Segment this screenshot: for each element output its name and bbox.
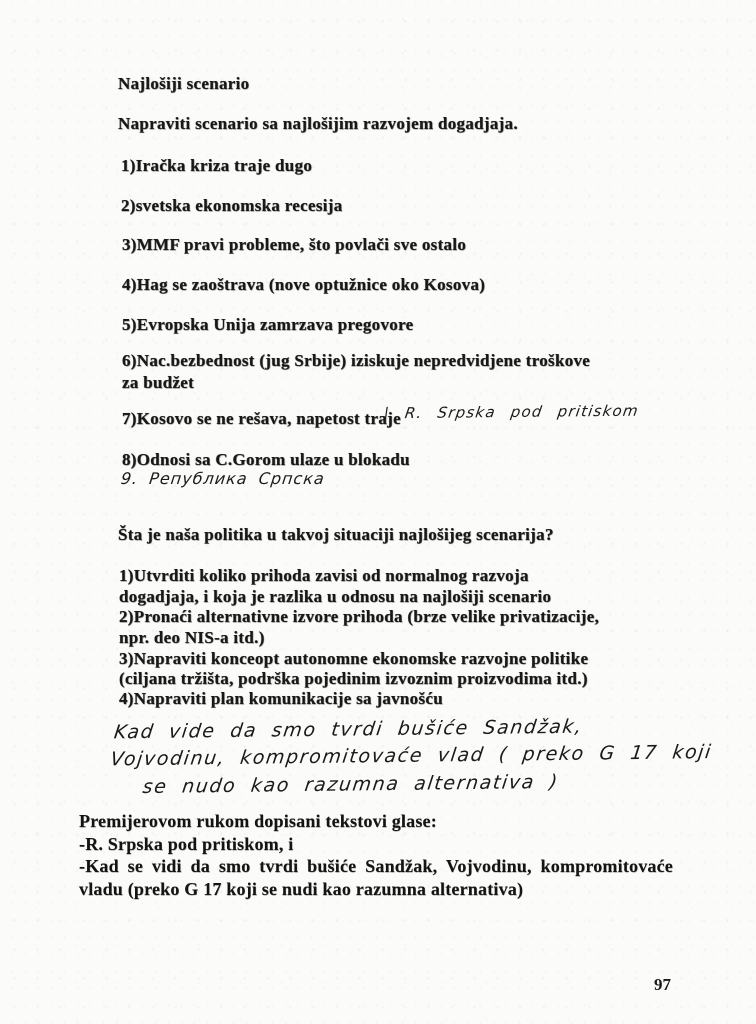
transcription-line-1: Premijerovom rukom dopisani tekstovi glase: [79,811,437,831]
handwritten-note-r-srpska: | R. Srpska pod pritiskom [382,401,641,423]
scenario-item-1: 1)Iračka kriza traje dugo [121,156,313,175]
scenario-item-2: 2)svetska ekonomska recesija [121,196,343,215]
transcription-line-2: -R. Srpska pod pritiskom, i [79,834,294,854]
policy-line-3-cont: (ciljana tržišta, podrška pojedinim izvoznim proizvodima itd.) [119,669,588,688]
policy-line-1-cont: dogadjaja, i koja je razlika u odnosu na najlošiji scenario [119,587,552,606]
transcription-line-4: vladu (preko G 17 koji se nudi kao razumna alternativa) [79,879,524,899]
scenario-item-6: 6)Nac.bezbednost (jug Srbije) iziskuje nepredvidjene troškove [122,351,591,370]
handwritten-block-line-1: Kad vide da smo tvrdi bušiće Sandžak, [112,715,585,744]
intro-line: Napraviti scenario sa najlošijim razvojem dogadjaja. [118,114,518,133]
handwritten-block [109,715,714,799]
scenario-item-4: 4)Hag se zaoštrava (nove optužnice oko Kosova) [122,275,486,294]
policy-line-2-cont: npr. deo NIS-a itd.) [119,628,265,647]
scenario-item-5: 5)Evropska Unija zamrzava pregovore [122,315,414,334]
scenario-item-8: 8)Odnosi sa C.Gorom ulaze u blokadu [122,450,410,469]
question-line: Šta je naša politika u takvoj situaciji najlošijeg scenarija? [118,525,554,544]
policy-line-2: 2)Pronaći alternativne izvore prihoda (brze velike privatizacije, [119,607,600,626]
page-number: 97 [654,975,671,994]
handwritten-block-line-2: Vojvodinu, kompromitovaće vlad ( preko G 17 koji [109,741,714,771]
scenario-item-6-cont: za budžet [122,373,195,392]
policy-line-1: 1)Utvrditi koliko prihoda zavisi od normalnog razvoja [119,566,529,585]
scenario-item-7: 7)Kosovo se ne rešava, napetost traje [122,409,401,428]
document-title: Najlošiji scenario [118,74,250,93]
scenario-item-3: 3)MMF pravi probleme, što povlači sve ostalo [122,235,467,254]
handwritten-block-line-3: se nudo kao razumna alternativa ) [141,770,561,799]
transcription-line-3: -Kad se vidi da smo tvrdi bušiće Sandžak, Vojvodinu, kompromitovaće [79,856,673,876]
policy-line-3: 3)Napraviti konceopt autonomne ekonomske razvojne politike [119,649,589,668]
handwritten-item-9: 9. Република Српска [119,469,327,488]
policy-line-4: 4)Napraviti plan komunikacije sa javnošću [119,689,444,708]
